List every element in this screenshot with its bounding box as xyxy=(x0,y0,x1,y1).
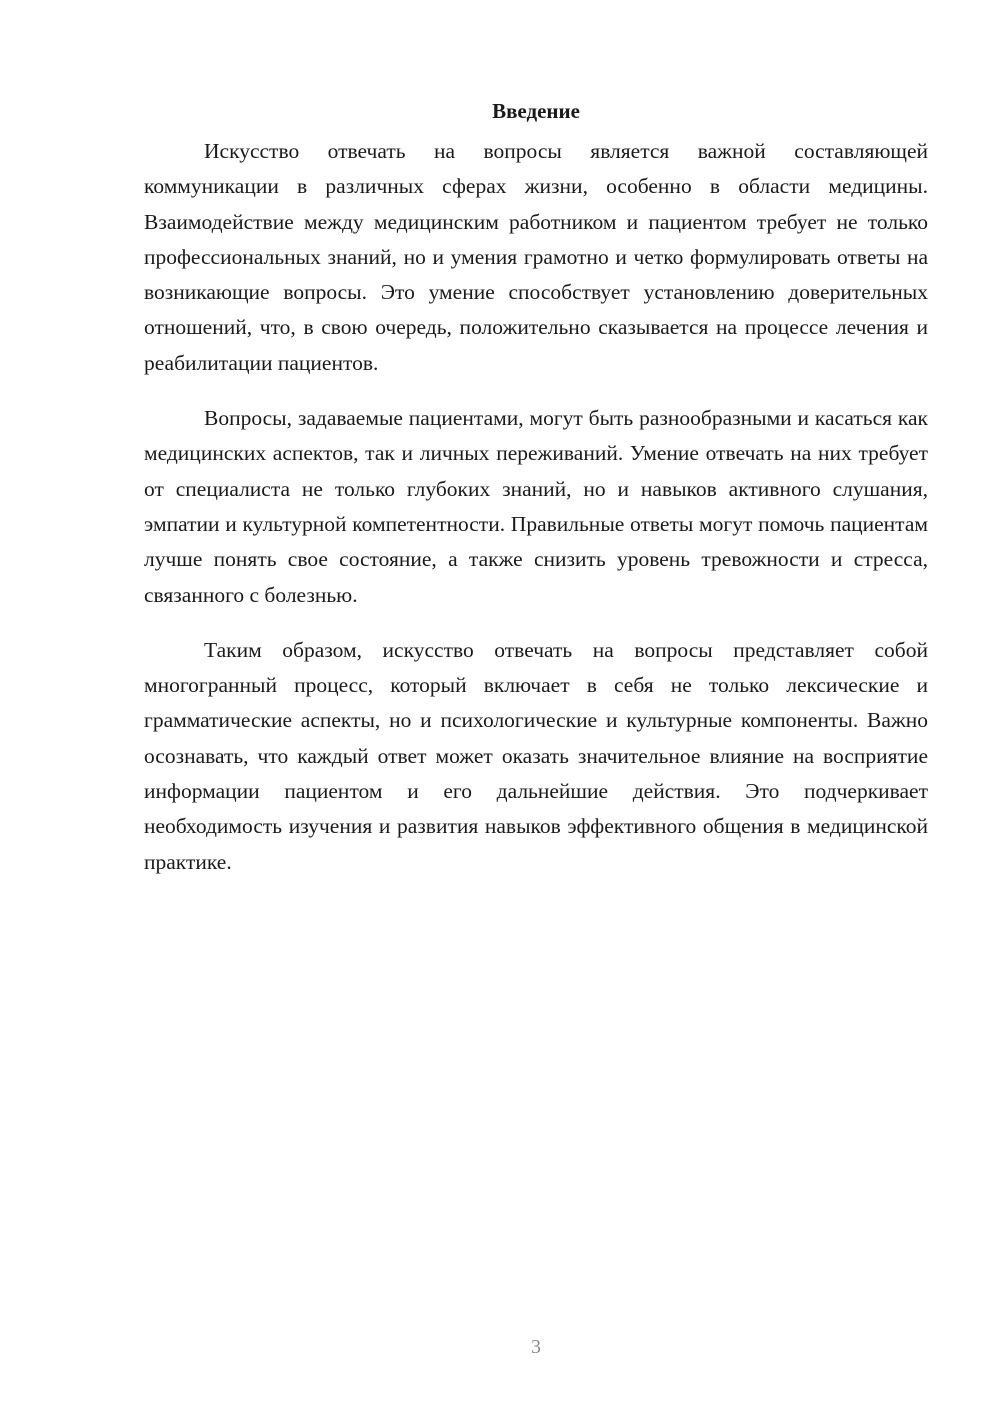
page-content xyxy=(144,96,928,880)
paragraph-1: Искусство отвечать на вопросы является важной составляющей коммуникации в различных сферах жизни, особенно в области медицины. Взаимодействие между медицинским работником и пациентом требует не только профессиональных знаний, но и умения грамотно и четко формулировать ответы на возникающие вопросы. Это умение способствует установлению доверительных отношений, что, в свою очередь, положительно сказывается на процессе лечения и реабилитации пациентов. xyxy=(144,139,928,375)
section-heading: Введение xyxy=(492,99,580,123)
paragraph-2: Вопросы, задаваемые пациентами, могут быть разнообразными и касаться как медицинских аспектов, так и личных переживаний. Умение отвечать на них требует от специалиста не только глубоких знаний, но и навыков активного слушания, эмпатии и культурной компетентности. Правильные ответы могут помочь пациентам лучше понять свое состояние, а также снизить уровень тревожности и стресса, связанного с болезнью. xyxy=(144,406,928,607)
page-number: 3 xyxy=(531,1336,541,1358)
paragraph-3: Таким образом, искусство отвечать на вопросы представляет собой многогранный процесс, который включает в себя не только лексические и грамматические аспекты, но и психологические и культурные компоненты. Важно осознавать, что каждый ответ может оказать значительное влияние на восприятие информации пациентом и его дальнейшие действия. Это подчеркивает необходимость изучения и развития навыков эффективного общения в медицинской практике. xyxy=(144,637,928,874)
